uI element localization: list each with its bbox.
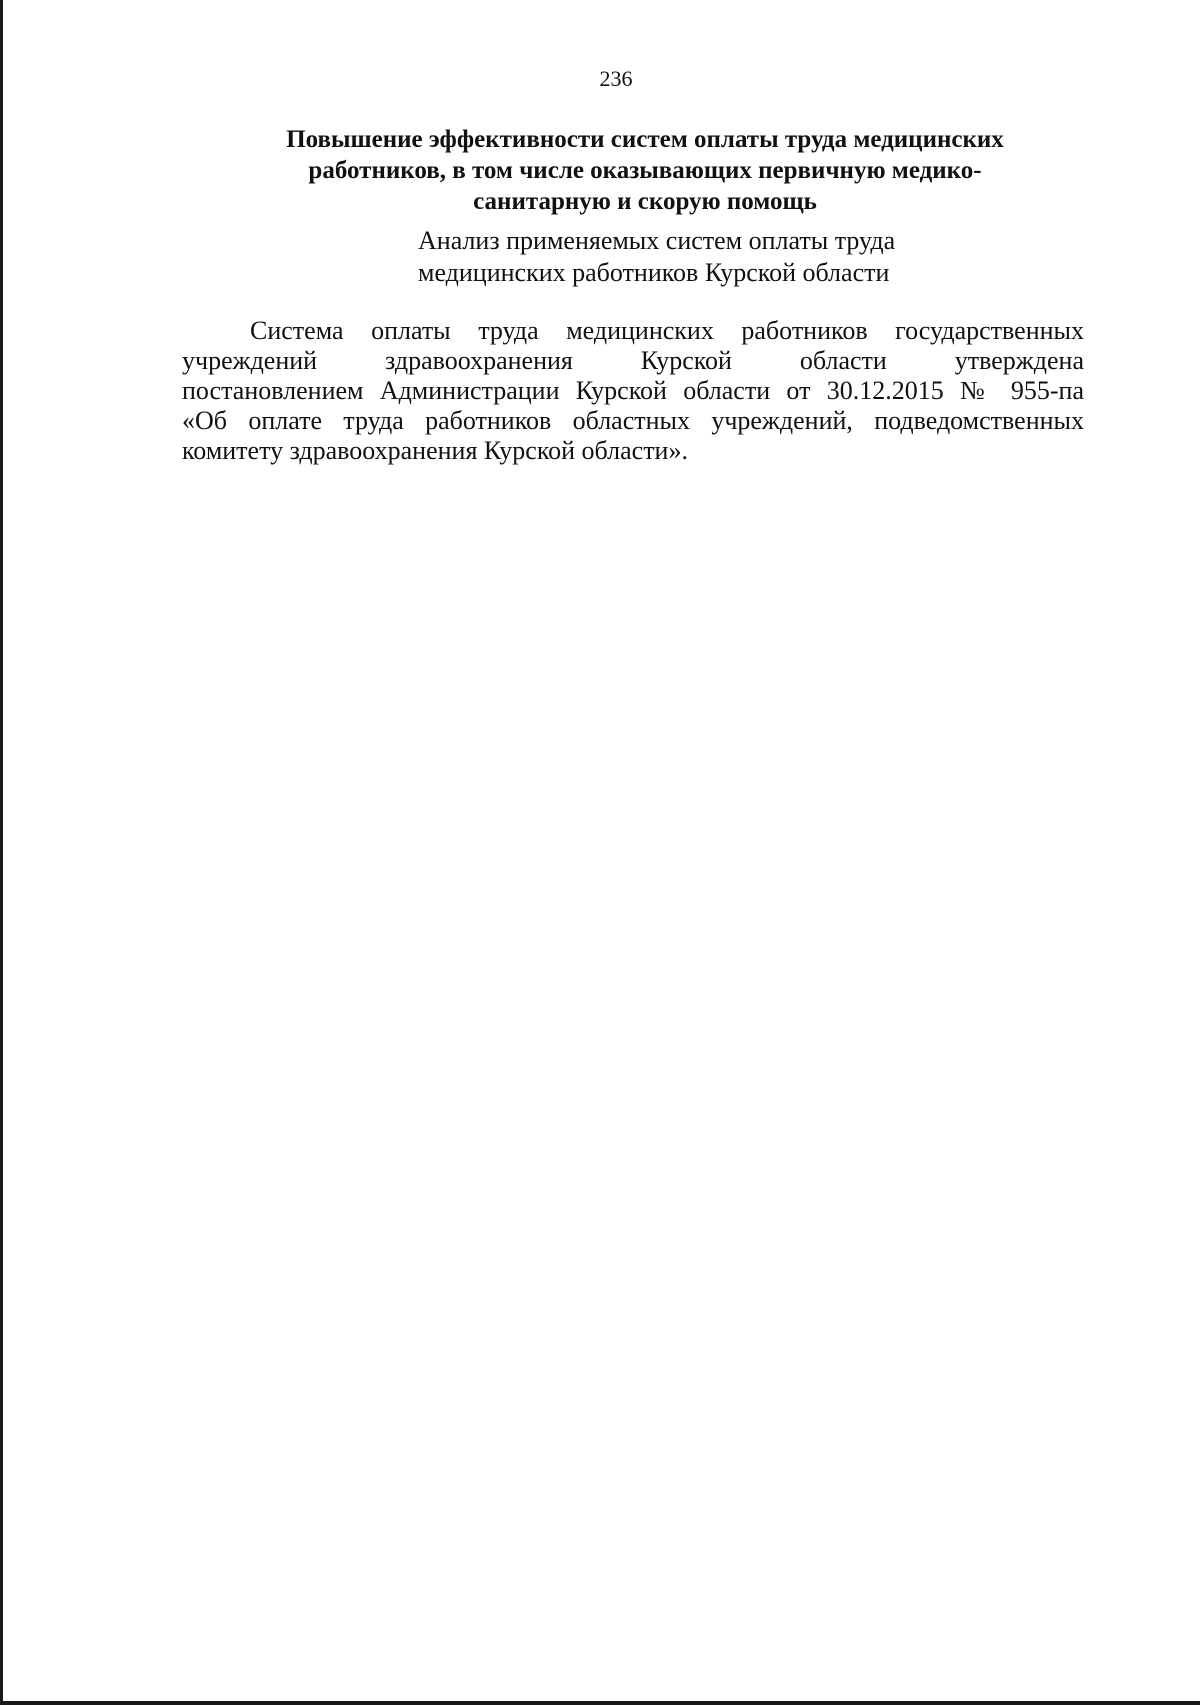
paragraph-line: постановлением Администрации Курской области от 30.12.2015 № 955-па (182, 376, 1084, 405)
section-heading (150, 124, 1140, 217)
paragraph-line: учреждений здравоохранения Курской области утверждена (182, 346, 1084, 375)
heading-line: санитарную и скорую помощь (473, 188, 817, 215)
body-paragraph (182, 316, 1084, 466)
section-subheading (418, 225, 978, 289)
heading-line: работников, в том числе оказывающих первичную медико- (308, 157, 982, 184)
scan-edge-left (0, 0, 3, 1705)
paragraph-line: комитету здравоохранения Курской области». (182, 436, 688, 465)
paragraph-line: «Об оплате труда работников областных учреждений, подведомственных (182, 406, 1084, 435)
subheading-line: медицинских работников Курской области (418, 258, 890, 287)
subheading-line: Анализ применяемых систем оплаты труда (418, 226, 896, 255)
paragraph-line: Система оплаты труда медицинских работников государственных (250, 316, 1084, 345)
heading-line: Повышение эффективности систем оплаты труда медицинских (286, 126, 1004, 153)
page-number: 236 (599, 66, 633, 91)
scan-edge-bottom (0, 1701, 1200, 1705)
